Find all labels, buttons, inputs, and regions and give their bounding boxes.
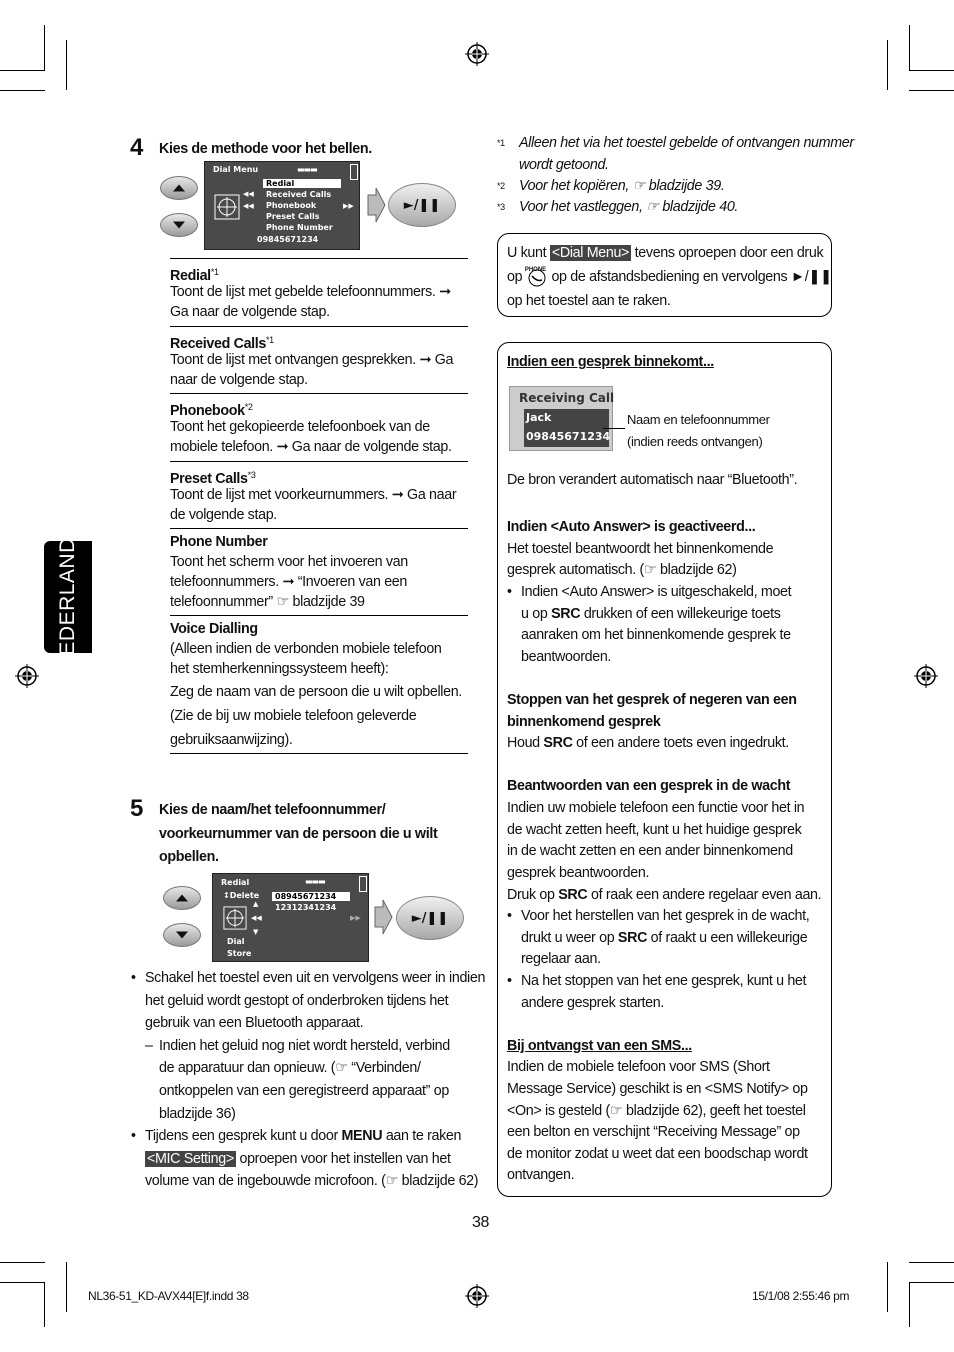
registration-mark-icon (914, 664, 938, 688)
body-line: <On> is gesteld (☞ bladzijde 62), geeft het toestel (507, 1103, 806, 1119)
option-description-line: Toont het scherm voor het invoeren van (170, 554, 408, 570)
number-highlighted: 08945671234 (272, 892, 350, 901)
menu-item-highlighted: Redial (263, 179, 341, 188)
number-item: 12312341234 (275, 903, 337, 912)
footnote-mark: *1 (497, 138, 505, 148)
bullet-line: de apparatuur dan opnieuw. (☞ “Verbinden/ (159, 1060, 421, 1076)
battery-icon (359, 876, 367, 892)
store-label: Store (227, 949, 252, 958)
up-button-icon (160, 176, 198, 200)
language-side-tab (44, 522, 92, 672)
body-line: Houd SRC of een andere toets even ingedrukt. (507, 735, 789, 751)
option-description-line: Zeg de naam van de persoon die u wilt opbellen. (170, 684, 462, 700)
phone-button-icon: PHONE (526, 267, 548, 285)
section-heading: Indien een gesprek binnekomt... (507, 354, 714, 370)
bullet-icon: • (131, 1128, 136, 1144)
option-name: Preset Calls$^{*3}$ (170, 470, 256, 487)
bullet-line: het geluid wordt gestopt of onderbroken tijdens het (145, 993, 449, 1009)
signal-icon: ▬▬▬ (297, 165, 317, 174)
footnote-mark: *3 (497, 202, 505, 212)
screen-title: Receiving Call (519, 391, 615, 405)
body-line: De bron verandert automatisch naar “Bluetooth”. (507, 472, 798, 488)
page-number: 38 (472, 1214, 490, 1231)
caption-line: Naam en telefoonnummer (627, 412, 770, 427)
footer-date: 15/1/08 2:55:46 pm (752, 1289, 850, 1303)
option-name: Phonebook$^{*2}$ (170, 402, 253, 419)
up-button-icon (163, 886, 201, 910)
body-line: Indien uw mobiele telefoon een functie voor het in (507, 800, 805, 816)
play-pause-button-icon: ►/❚❚ (388, 183, 456, 227)
divider (170, 528, 468, 529)
divider (170, 753, 468, 754)
option-description-line: Toont de lijst met ontvangen gesprekken. ➞ Ga (170, 352, 454, 368)
down-button-icon (163, 923, 201, 947)
caller-number: 09845671234 (526, 430, 611, 443)
bullet-line: Na het stoppen van het ene gesprek, kunt u het (521, 973, 807, 989)
bullet-line: andere gesprek starten. (521, 995, 664, 1011)
bullet-line: ontkoppelen van een geregistreerd apparaat” op (159, 1083, 449, 1099)
screen-number: 09845671234 (257, 235, 319, 244)
crop-mark (909, 70, 954, 71)
option-name: Voice Dialling (170, 621, 258, 637)
bullet-line: gebruik van een Bluetooth apparaat. (145, 1015, 364, 1031)
bullet-line: Indien het geluid nog niet wordt hersteld, verbind (159, 1038, 450, 1054)
subsection-heading: Indien <Auto Answer> is geactiveerd... (507, 519, 756, 535)
body-line: Druk op SRC of raak een andere regelaar even aan. (507, 887, 822, 903)
option-description-line: Toont het gekopieerde telefoonboek van de (170, 419, 430, 435)
body-line: Indien de mobiele telefoon voor SMS (Short (507, 1059, 770, 1075)
tip-line: op PHONE op de afstandsbediening en vervolgens ►/❚❚ (507, 267, 832, 285)
dial-menu-tag: <Dial Menu> (551, 245, 630, 261)
bullet-line: u op SRC drukken of een willekeurige toets (521, 606, 781, 622)
mic-setting-tag: <MIC Setting> (147, 1151, 234, 1167)
crop-mark (0, 90, 45, 91)
menu-item: Phone Number (266, 223, 333, 232)
side-tab-label: NEDERLANDS (56, 522, 79, 672)
arrow-right-icon (373, 899, 393, 935)
footnote-line: Voor het vastleggen, ☞ bladzijde 40. (519, 199, 739, 215)
prev-icon: ◀◀ (243, 190, 254, 198)
bullet-line: Voor het herstellen van het gesprek in de wacht, (521, 908, 810, 924)
dial-label: Dial (227, 937, 245, 946)
footnote-line: Voor het kopiëren, ☞ bladzijde 39. (519, 178, 725, 194)
registration-mark-icon (465, 42, 489, 66)
divider (170, 461, 468, 462)
option-name: Received Calls$^{*1}$ (170, 335, 274, 352)
bullet-icon: • (131, 970, 136, 986)
crop-mark (887, 1262, 888, 1312)
menu-note-line: <MIC Setting> oproepen voor het instellen van het (147, 1151, 451, 1167)
menu-item: Phonebook (266, 201, 317, 210)
prev-icon: ◀◀ (243, 202, 254, 210)
arrow-right-icon (366, 187, 386, 223)
next-icon: ▶▶ (343, 202, 354, 210)
divider (170, 393, 468, 394)
callout-line (603, 428, 625, 429)
footnote-line: Alleen het via het toestel gebelde of ontvangen nummer (519, 135, 854, 151)
crop-mark (909, 90, 954, 91)
crop-mark (909, 1282, 954, 1283)
crop-mark (909, 25, 910, 70)
prev-icon: ◀◀ (251, 914, 262, 922)
signal-icon: ▬▬▬ (305, 877, 325, 886)
divider (170, 326, 468, 327)
option-description-line: (Zie de bij uw mobiele telefoon geleverde (170, 708, 417, 724)
option-description-line: telefoonnummer” ☞ bladzijde 39 (170, 594, 365, 610)
tip-line: U kunt <Dial Menu> tevens oproepen door een druk (507, 245, 824, 261)
bullet-line: beantwoorden. (521, 649, 612, 665)
option-description-line: (Alleen indien de verbonden mobiele telefoon (170, 641, 442, 657)
body-line: de wacht zetten heeft, kunt u het huidige gesprek (507, 822, 802, 838)
body-line: in de wacht zetten en een ander binnenkomend (507, 843, 793, 859)
option-name: Redial$^{*1}$ (170, 267, 219, 284)
option-description-line: naar de volgende stap. (170, 372, 308, 388)
menu-item: Received Calls (266, 190, 332, 199)
crop-mark (909, 1282, 910, 1327)
body-line: gesprek beantwoorden. (507, 865, 650, 881)
delete-label: ↕Delete (223, 891, 260, 900)
bullet-line: drukt u weer op SRC of raakt u een willekeurige (521, 930, 808, 946)
body-line: de monitor zodat u weet dat een boodschap wordt (507, 1146, 808, 1162)
dial-menu-screen (204, 161, 360, 250)
footer-file: NL36-51_KD-AVX44[E]f.indd 38 (88, 1289, 249, 1303)
step-heading-line: voorkeurnummer van de persoon die u wilt (159, 826, 438, 842)
step-heading: Kies de methode voor het bellen. (159, 141, 372, 157)
crop-mark (887, 40, 888, 90)
crop-mark (66, 1262, 67, 1312)
crop-mark (0, 1282, 45, 1283)
bullet-icon: • (507, 584, 512, 600)
play-pause-button-icon: ►/❚❚ (396, 896, 464, 940)
subsection-heading: Bij ontvangst van een SMS... (507, 1038, 692, 1054)
crop-mark (66, 40, 67, 90)
body-line: een belton en verschijnt “Receiving Message” op (507, 1124, 800, 1140)
option-description-line: mobiele telefoon. ➞ Ga naar de volgende stap. (170, 439, 452, 455)
caller-name: Jack (526, 411, 552, 424)
crop-mark (0, 70, 45, 71)
option-description-line: Toont de lijst met gebelde telefoonnummers. ➞ (170, 284, 451, 300)
bullet-line: aanraken om het binnenkomende gesprek te (521, 627, 791, 643)
tip-line: op het toestel aan te raken. (507, 293, 671, 309)
bullet-line: Schakel het toestel even uit en vervolgens weer in indien (145, 970, 486, 986)
bullet-icon: • (507, 973, 512, 989)
down-small-icon: ▼ (253, 928, 259, 936)
down-button-icon (160, 213, 198, 237)
option-description-line: Ga naar de volgende stap. (170, 304, 330, 320)
crop-mark (44, 1282, 45, 1327)
body-line: gesprek automatisch. (☞ bladzijde 62) (507, 562, 737, 578)
up-small-icon: ▲ (253, 900, 259, 908)
next-icon: ▶▶ (350, 914, 361, 922)
subsection-heading: Stoppen van het gesprek of negeren van een (507, 692, 797, 708)
option-description-line: Toont de lijst met voorkeurnummers. ➞ Ga naar (170, 487, 457, 503)
crop-mark (909, 1262, 954, 1263)
crop-mark (44, 25, 45, 70)
body-line: Message Service) geschikt is en <SMS Notify> op (507, 1081, 808, 1097)
option-description-line: gebruiksaanwijzing). (170, 732, 293, 748)
battery-icon (350, 164, 358, 180)
dial-pad-icon (214, 194, 240, 220)
step-number: 5 (130, 795, 144, 822)
menu-item: Preset Calls (266, 212, 320, 221)
option-name: Phone Number (170, 534, 268, 550)
bullet-line: Indien <Auto Answer> is uitgeschakeld, moet (521, 584, 792, 600)
divider (170, 615, 468, 616)
option-description-line: de volgende stap. (170, 507, 277, 523)
bullet-line: regelaar aan. (521, 951, 601, 967)
subsection-heading: Beantwoorden van een gesprek in de wacht (507, 778, 791, 794)
option-description-line: het stemherkenningssysteem heeft): (170, 661, 389, 677)
step-number: 4 (130, 134, 144, 161)
option-description-line: telefoonnummers. ➞ “Invoeren van een (170, 574, 408, 590)
screen-title: Dial Menu (213, 165, 259, 174)
registration-mark-icon (15, 664, 39, 688)
dial-pad-icon (223, 906, 247, 930)
bullet-icon: • (507, 908, 512, 924)
step-heading-line: Kies de naam/het telefoonnummer/ (159, 802, 386, 818)
body-line: Het toestel beantwoordt het binnenkomende (507, 541, 774, 557)
screen-title: Redial (221, 878, 250, 887)
crop-mark (0, 1262, 45, 1263)
menu-note-line: Tijdens een gesprek kunt u door MENU aan te raken (145, 1128, 462, 1144)
footnote-mark: *2 (497, 181, 505, 191)
footnote-line: wordt getoond. (519, 157, 609, 173)
menu-note-line: volume van de ingebouwde microfoon. (☞ bladzijde 62) (145, 1173, 479, 1189)
body-line: ontvangen. (507, 1167, 575, 1183)
divider (170, 258, 468, 259)
dash-icon: – (145, 1038, 153, 1054)
receiving-call-screen (509, 386, 613, 451)
caption-line: (indien reeds ontvangen) (627, 434, 763, 449)
registration-mark-icon (465, 1284, 489, 1308)
bullet-line: bladzijde 36) (159, 1106, 236, 1122)
redial-screen (212, 873, 369, 962)
subsection-heading: binnenkomend gesprek (507, 714, 661, 730)
step-heading-line: opbellen. (159, 849, 219, 865)
